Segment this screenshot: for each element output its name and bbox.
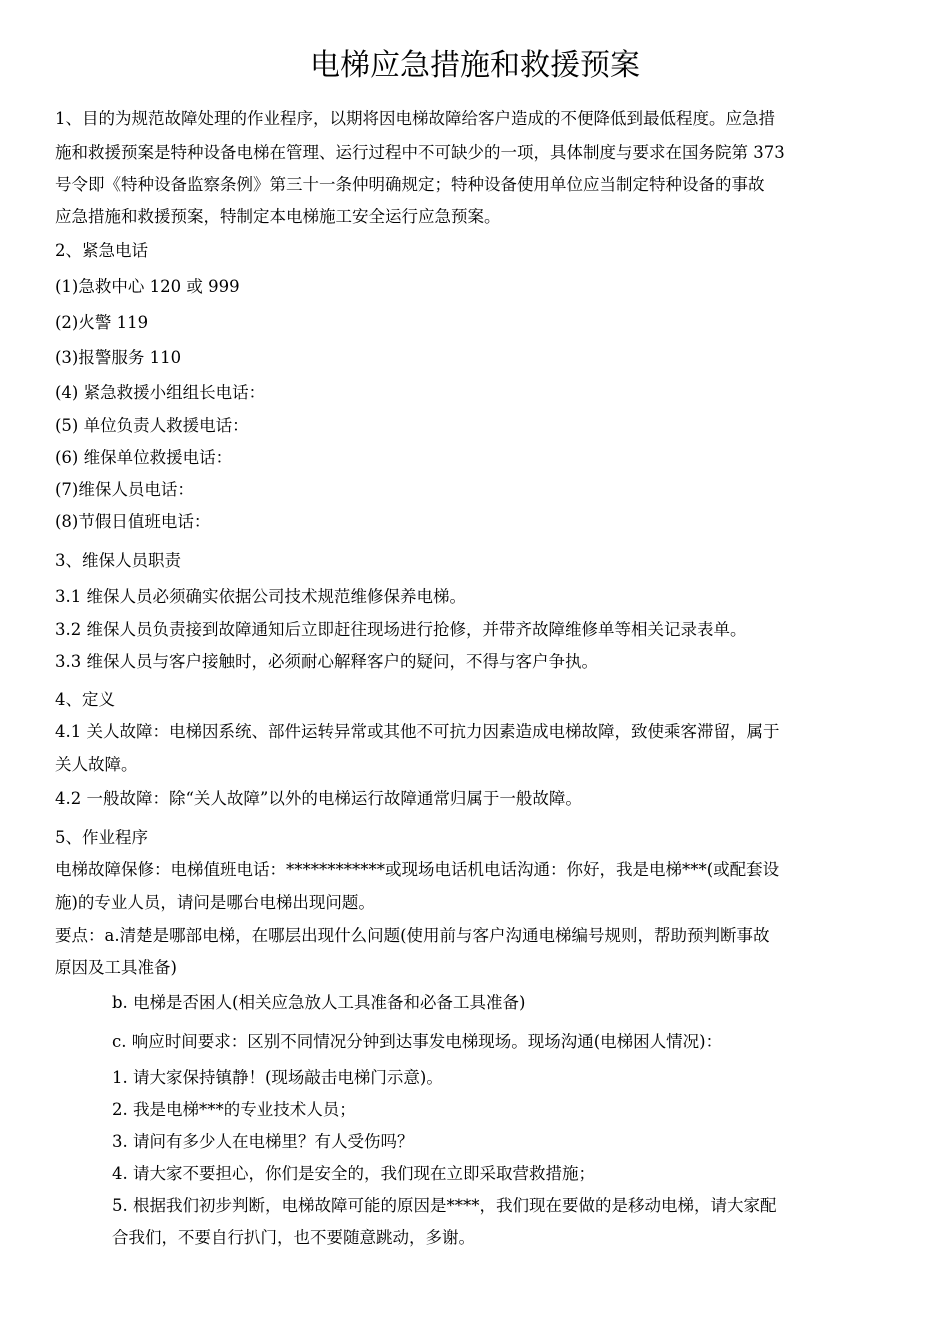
list-item: 5. 根据我们初步判断，电梯故障可能的原因是****，我们现在要做的是移动电梯，请大家配 bbox=[112, 1196, 777, 1215]
list-item: 4. 请大家不要担心，你们是安全的，我们现在立即采取营救措施； bbox=[112, 1164, 595, 1183]
paragraph-line: 4.1 关人故障：电梯因系统、部件运转异常或其他不可抗力因素造成电梯故障，致使乘客滞留，属于 bbox=[55, 722, 780, 741]
list-item: (1)急救中心 120 或 999 bbox=[55, 277, 240, 296]
list-item: (5) 单位负责人救援电话： bbox=[55, 416, 249, 435]
list-item: (7)维保人员电话： bbox=[55, 480, 194, 499]
paragraph-line: 关人故障。 bbox=[55, 755, 138, 774]
list-item: 2. 我是电梯***的专业技术人员； bbox=[112, 1100, 356, 1119]
list-item: (3)报警服务 110 bbox=[55, 348, 182, 367]
list-item: b. 电梯是否困人(相关应急放人工具准备和必备工具准备) bbox=[112, 993, 526, 1012]
section-heading: 5、作业程序 bbox=[55, 828, 148, 847]
paragraph-line: 应急措施和救援预案，特制定本电梯施工安全运行应急预案。 bbox=[55, 207, 501, 226]
paragraph-line: 1、目的为规范故障处理的作业程序，以期将因电梯故障给客户造成的不便降低到最低程度。应急措 bbox=[55, 109, 775, 128]
section-heading: 3、维保人员职责 bbox=[55, 551, 181, 570]
paragraph-line: 电梯故障保修：电梯值班电话：************或现场电话机电话沟通：你好，我是电梯***(或配套设 bbox=[55, 860, 780, 879]
paragraph-line: 4.2 一般故障：除“关人故障”以外的电梯运行故障通常归属于一般故障。 bbox=[55, 789, 582, 808]
list-item: 3.1 维保人员必须确实依据公司技术规范维修保养电梯。 bbox=[55, 587, 466, 606]
list-item: c. 响应时间要求：区别不同情况分钟到达事发电梯现场。现场沟通(电梯困人情况)： bbox=[112, 1032, 723, 1051]
list-item: (4) 紧急救援小组组长电话： bbox=[55, 383, 266, 402]
list-item: 1. 请大家保持镇静！(现场敲击电梯门示意)。 bbox=[112, 1068, 443, 1087]
section-heading: 2、紧急电话 bbox=[55, 241, 148, 260]
document-title: 电梯应急措施和救援预案 bbox=[310, 48, 640, 83]
list-item: (2)火警 119 bbox=[55, 313, 149, 332]
list-item: (6) 维保单位救援电话： bbox=[55, 448, 233, 467]
paragraph-line: 原因及工具准备) bbox=[55, 958, 177, 977]
paragraph-line: 要点：a.清楚是哪部电梯，在哪层出现什么问题(使用前与客户沟通电梯编号规则，帮助预判断事故 bbox=[55, 926, 770, 945]
paragraph-line: 施和救援预案是特种设备电梯在管理、运行过程中不可缺少的一项，具体制度与要求在国务院第 373 bbox=[55, 143, 785, 162]
paragraph-line: 施)的专业人员，请问是哪台电梯出现问题。 bbox=[55, 893, 375, 912]
paragraph-line: 号令即《特种设备监察条例》第三十一条仲明确规定；特种设备使用单位应当制定特种设备的事故 bbox=[55, 175, 765, 194]
list-item: (8)节假日值班电话： bbox=[55, 512, 211, 531]
list-item: 3. 请问有多少人在电梯里？有人受伤吗？ bbox=[112, 1132, 414, 1151]
list-item: 3.2 维保人员负责接到故障通知后立即赶往现场进行抢修，并带齐故障维修单等相关记录表单。 bbox=[55, 620, 747, 639]
section-heading: 4、定义 bbox=[55, 690, 115, 709]
list-item: 合我们，不要自行扒门，也不要随意跳动，多谢。 bbox=[112, 1228, 475, 1247]
list-item: 3.3 维保人员与客户接触时，必须耐心解释客户的疑问，不得与客户争执。 bbox=[55, 652, 598, 671]
